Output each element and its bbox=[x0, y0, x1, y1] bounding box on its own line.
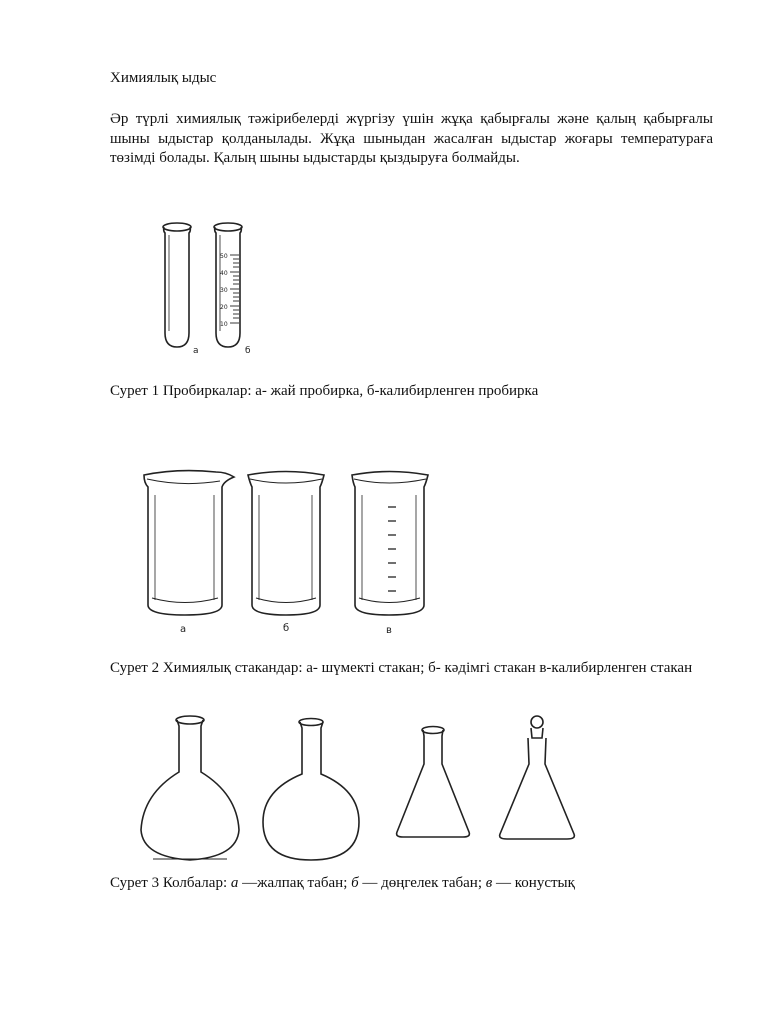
test-tubes-figure bbox=[135, 205, 251, 360]
figure-label-b: б bbox=[283, 623, 290, 634]
caption-prefix: Сурет 3 Колбалар: bbox=[110, 875, 231, 891]
scale-label: 10 bbox=[220, 321, 228, 328]
page-title: Химиялық ыдыс bbox=[110, 70, 217, 86]
caption-text-b: — дөңгелек табан; bbox=[358, 875, 486, 891]
figure-label-a: а bbox=[180, 624, 187, 635]
figure-3-caption bbox=[110, 873, 713, 893]
figure-2-caption: Сурет 2 Химиялық стакандар: а- шүмекті стакан; б- кәдімгі стакан в-калибирленген стакан bbox=[110, 660, 693, 676]
figure-label-c: в bbox=[386, 625, 392, 636]
caption-label-a: а bbox=[230, 875, 239, 891]
scale-label: 50 bbox=[220, 253, 228, 260]
caption-text-c: — конустық bbox=[492, 875, 575, 891]
beakers-figure bbox=[138, 465, 468, 640]
figure-1-caption: Сурет 1 Пробиркалар: а- жай пробирка, б-калибирленген пробирка bbox=[110, 383, 539, 399]
scale-label: 40 bbox=[220, 270, 228, 277]
caption-label-c: в bbox=[485, 875, 493, 891]
figure-label-a: а bbox=[193, 346, 199, 356]
figure-label-b: б bbox=[245, 346, 251, 356]
scale-label: 30 bbox=[220, 287, 228, 294]
scale-label: 20 bbox=[220, 304, 228, 311]
caption-text-a: —жалпақ табан; bbox=[238, 875, 352, 891]
flasks-figure bbox=[135, 712, 595, 867]
intro-paragraph: Әр түрлі химиялық тәжірибелерді жүргізу үшін жұқа қабырғалы және қалың қабырғалы шыны ыдыстар қолданылады. Жұқа шыныдан жасалған ыдыстар жоғары температураға төзімді болады. Қалың шыны ыдыстарды қыздыруға болмайды. bbox=[110, 111, 713, 166]
caption-label-b: б bbox=[351, 875, 359, 891]
